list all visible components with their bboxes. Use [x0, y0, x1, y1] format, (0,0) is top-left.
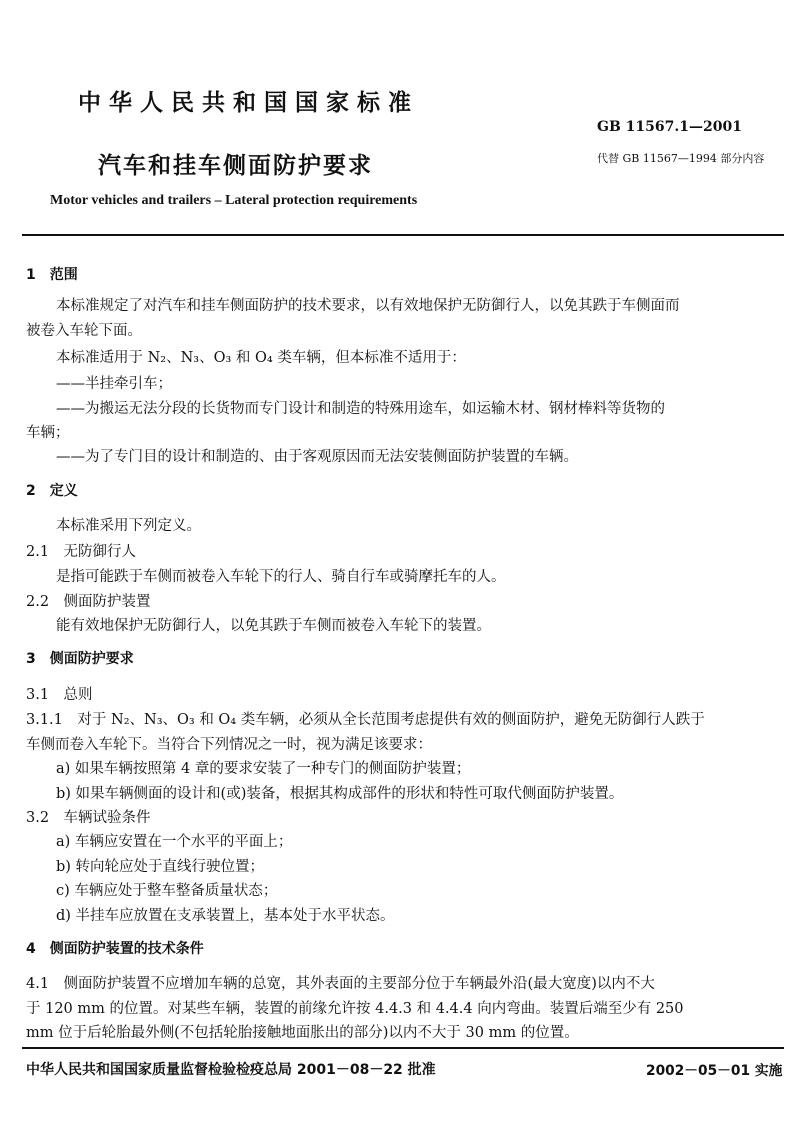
subsection-heading: 2.2 侧面防护装置	[26, 594, 151, 610]
english-title: Motor vehicles and trailers – Lateral protection requirements	[50, 193, 418, 208]
document-title: 汽车和挂车侧面防护要求	[98, 153, 373, 179]
paragraph-line: 是指可能跌于车侧而被卷入车轮下的行人、骑自行车或骑摩托车的人。	[56, 569, 506, 585]
replaces-note: 代替 GB 11567—1994 部分内容	[597, 152, 765, 165]
standard-number: GB 11567.1—2001	[597, 119, 742, 135]
paragraph-line: 本标准适用于 N₂、N₃、O₃ 和 O₄ 类车辆，但本标准不适用于：	[56, 350, 466, 366]
paragraph-line: 车辆；	[26, 425, 70, 441]
section-heading: 2 定义	[26, 483, 78, 499]
list-item: ——为了专门目的设计和制造的、由于客观原因而无法安装侧面防护装置的车辆。	[56, 449, 578, 465]
list-item: a) 车辆应安置在一个水平的平面上；	[56, 834, 293, 850]
section-heading: 1 范围	[26, 267, 78, 283]
list-item: a) 如果车辆按照第 4 章的要求安装了一种专门的侧面防护装置；	[56, 761, 471, 777]
effective-date: 2002－05－01 实施	[646, 1063, 783, 1079]
paragraph-line: 能有效地保护无防御行人，以免其跌于车侧而被卷入车轮下的装置。	[56, 618, 491, 634]
subsection-heading: 3.2 车辆试验条件	[26, 810, 151, 826]
paragraph-line: 被卷入车轮下面。	[26, 323, 142, 339]
list-item: b) 如果车辆侧面的设计和(或)装备，根据其构成部件的形状和特性可取代侧面防护装置。	[56, 786, 624, 802]
list-item: ——半挂牵引车；	[56, 376, 172, 392]
paragraph-line: 本标准采用下列定义。	[56, 518, 201, 534]
subsection-heading: 3.1 总则	[26, 687, 93, 703]
header-divider	[22, 234, 784, 236]
list-item: b) 转向轮应处于直线行驶位置；	[56, 859, 265, 875]
paragraph-line: 4.1 侧面防护装置不应增加车辆的总宽，其外表面的主要部分位于车辆最外沿(最大宽度)以内不大	[26, 976, 655, 992]
paragraph-line: 于 120 mm 的位置。对某些车辆，装置的前缘允许按 4.4.3 和 4.4.4 向内弯曲。装置后端至少有 250	[26, 1001, 684, 1017]
footer-divider	[22, 1047, 784, 1049]
list-item: d) 半挂车应放置在支承装置上，基本处于水平状态。	[56, 908, 395, 924]
list-item: c) 车辆应处于整车整备质量状态；	[56, 883, 278, 899]
paragraph-line: 车侧而卷入车轮下。当符合下列情况之一时，视为满足该要求：	[26, 737, 432, 753]
approval-issuer: 中华人民共和国国家质量监督检验检疫总局 2001－08－22 批准	[26, 1062, 436, 1078]
subsection-heading: 2.1 无防御行人	[26, 544, 137, 560]
paragraph-line: mm 位于后轮胎最外侧(不包括轮胎接触地面胀出的部分)以内不大于 30 mm 的位置。	[26, 1025, 579, 1041]
paragraph-line: 本标准规定了对汽车和挂车侧面防护的技术要求，以有效地保护无防御行人，以免其跌于车侧面而	[56, 298, 680, 314]
standard-header-title: 中华人民共和国国家标准	[78, 90, 419, 116]
section-heading: 3 侧面防护要求	[26, 651, 134, 667]
section-heading: 4 侧面防护装置的技术条件	[26, 941, 204, 957]
paragraph-line: 3.1.1 对于 N₂、N₃、O₃ 和 O₄ 类车辆，必须从全长范围考虑提供有效的侧面防护，避免无防御行人跌于	[26, 712, 705, 728]
list-item: ——为搬运无法分段的长货物而专门设计和制造的特殊用途车，如运输木材、钢材棒料等货物的	[56, 401, 665, 417]
